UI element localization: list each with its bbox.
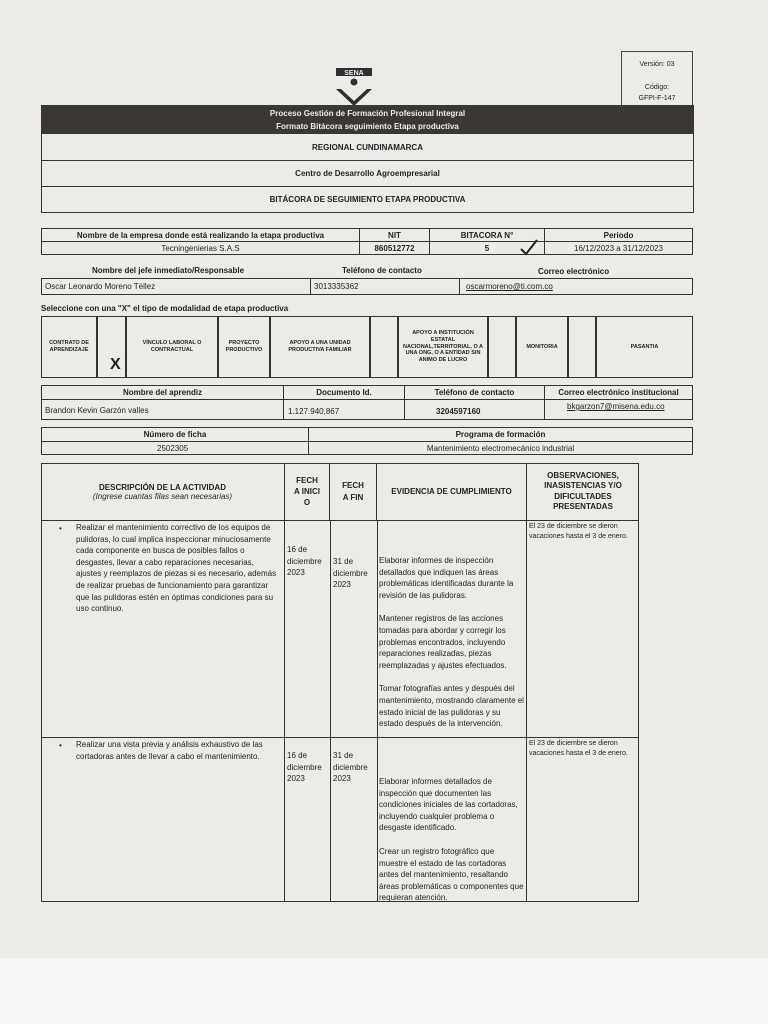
aprendiz-tel-header: Teléfono de contacto: [404, 385, 545, 400]
activity-fin: 31 de diciembre 2023: [333, 557, 368, 590]
activity-desc-cell: [41, 521, 285, 738]
aprendiz-nombre: Brandon Kevin Garzón valles: [45, 406, 149, 415]
bitacora-header: BITACORA N°: [429, 228, 545, 242]
aprendiz-correo-link[interactable]: bkgarzon7@misena.edu.co: [567, 402, 665, 411]
modalidad-mark-box: [370, 316, 398, 378]
documento-header: Documento Id.: [283, 385, 405, 400]
code-value: GFPI-F-147: [638, 95, 676, 102]
evidencia-item: Tomar fotografías antes y después del mantenimiento, mostrando claramente el estado inicial de las pulidoras y su estado después de la intervención.: [379, 684, 524, 729]
empresa-nombre: Tecningenierias S.A.S: [41, 241, 360, 255]
activity-bullet-icon: •: [59, 524, 62, 533]
svg-text:SENA: SENA: [344, 70, 364, 77]
evidencia-header: EVIDENCIA DE CUMPLIMIENTO: [377, 463, 527, 521]
ficha-header: Número de ficha: [41, 427, 309, 442]
aprendiz-tel: 3204597160: [436, 407, 481, 416]
process-band: [41, 105, 694, 134]
band-title: Proceso Gestión de Formación Profesional Integral: [269, 109, 466, 118]
jefe-correo-header: Correo electrónico: [538, 267, 610, 276]
aprendiz-correo-header: Correo electrónico institucional: [544, 385, 693, 400]
ficha-value: 2502305: [41, 441, 309, 455]
evidencia-item: Mantener registros de las acciones tomadas para abordar y corregir los problemas encontrados, incluyendo reparaciones realizadas, piezas reemplazadas y ajustes efectuados.: [379, 614, 507, 670]
activity-obs: El 23 de diciembre se dieron vacaciones hasta el 3 de enero.: [529, 740, 628, 758]
modalidad-option: PROYECTO PRODUCTIVO: [218, 316, 270, 378]
obs-divider: [526, 521, 527, 738]
activity-desc: Realizar el mantenimiento correctivo de los equipos de pulidoras, lo cual implica inspeccionar minuciosamente cada componente en busca de posibles fallos o desgastes, llevar a cabo reparaciones necesarias, ajustes y reemplazos de piezas si es necesario, además de realizar pruebas de funcionamiento para garantizar que las pulidoras estén en óptimas condiciones para su uso continuo.: [76, 523, 277, 614]
jefe-tel: 3013335362: [314, 282, 359, 291]
activity-desc: Realizar una vista previa y análisis exhaustivo de las cortadoras antes de llevar a cabo el mantenimiento.: [76, 740, 263, 761]
sena-logo: [330, 68, 378, 108]
document-title: BITÁCORA DE SEGUIMIENTO ETAPA PRODUCTIVA: [41, 186, 694, 213]
programa-value: Mantenimiento electromecánico industrial: [308, 441, 693, 455]
aprendiz-header: Nombre del aprendiz: [41, 385, 284, 400]
modalidad-option: CONTRATO DE APRENDIZAJE: [41, 316, 97, 378]
page-background: [0, 958, 768, 1024]
evidencia-item: Crear un registro fotográfico que muestre el estado de las cortadoras antes del mantenimiento, resaltando áreas problemáticas o componentes que requieran atención.: [379, 846, 524, 903]
activity-desc-cell: [41, 738, 285, 902]
modalidad-title: Seleccione con una "X" el tipo de modalidad de etapa productiva: [41, 304, 289, 313]
modalidad-option: PASANTIA: [596, 316, 693, 378]
activity-bullet-icon: •: [59, 741, 62, 750]
desc-header: [41, 463, 285, 521]
programa-header: Programa de formación: [308, 427, 693, 442]
aprendiz-doc: 1.127.940,867: [288, 407, 340, 416]
activity-fin: 31 de diciembre 2023: [333, 751, 368, 784]
version-label: Versión: 03: [639, 61, 675, 68]
jefe-nombre: Oscar Leonardo Moreno Téllez: [45, 282, 156, 291]
nit-header: NIT: [359, 228, 430, 242]
obs-header: OBSERVACIONES, INASISTENCIAS Y/O DIFICULTADES PRESENTADAS: [527, 463, 639, 521]
check-mark-icon: [519, 238, 539, 256]
desc-header-subtitle: (Ingrese cuantas filas sean necesarias): [92, 491, 233, 501]
version-box: [621, 51, 693, 106]
band-subtitle: Formato Bitácora seguimiento Etapa productiva: [276, 122, 459, 131]
empresa-header: Nombre de la empresa donde está realizando la etapa productiva: [41, 228, 360, 242]
evidencia-cell: [377, 554, 527, 731]
activity-inicio: 16 de diciembre 2023: [287, 545, 322, 578]
fin-header: FECH A FIN: [330, 463, 377, 521]
evidencia-item: Elaborar informes de inspección detallados que indiquen las áreas problemáticas identificadas durante la revisión de las pulidoras.: [379, 556, 514, 600]
regional-title: REGIONAL CUNDINAMARCA: [41, 134, 694, 161]
modalidad-option: VÍNCULO LABORAL O CONTRACTUAL: [126, 316, 218, 378]
obs-divider: [526, 738, 527, 902]
jefe-correo-link[interactable]: oscarmoreno@ti.com.co: [466, 282, 553, 291]
inicio-header: FECH A INICI O: [285, 463, 330, 521]
jefe-header: Nombre del jefe inmediato/Responsable: [92, 266, 245, 275]
centro-title: Centro de Desarrollo Agroempresarial: [41, 160, 694, 187]
bitacora-value: 5: [429, 241, 545, 255]
evidencia-cell: [377, 775, 527, 905]
desc-header-title: DESCRIPCIÓN DE LA ACTIVIDAD: [99, 482, 226, 492]
nit-value: 860512772: [359, 241, 430, 255]
modalidad-option: MONITORIA: [516, 316, 568, 378]
activity-obs: El 23 de diciembre se dieron vacaciones hasta el 3 de enero.: [529, 523, 628, 541]
modalidad-mark-box: [488, 316, 516, 378]
evidencia-item: Elaborar informes detallados de inspección que documenten las condiciones iniciales de las cortadoras, incluyendo cualquier problema o desgaste identificado.: [379, 777, 518, 833]
code-label: Código:: [644, 84, 670, 91]
jefe-tel-header: Teléfono de contacto: [342, 266, 422, 275]
periodo-value: 16/12/2023 a 31/12/2023: [544, 241, 693, 255]
inicio-cell: [330, 521, 331, 738]
modalidad-option: APOYO A UNA UNIDAD PRODUCTIVA FAMILIAR: [270, 316, 370, 378]
modalidad-mark-box: [568, 316, 596, 378]
periodo-header: Periodo: [544, 228, 693, 242]
modalidad-mark: X: [110, 356, 121, 373]
activity-inicio: 16 de diciembre 2023: [287, 751, 322, 784]
modalidad-option: APOYO A INSTITUCIÓN ESTATAL NACIONAL,TERRITORIAL, O A UNA ONG, O A ENTIDAD SIN ANIMO DE LUCRO: [398, 316, 488, 378]
